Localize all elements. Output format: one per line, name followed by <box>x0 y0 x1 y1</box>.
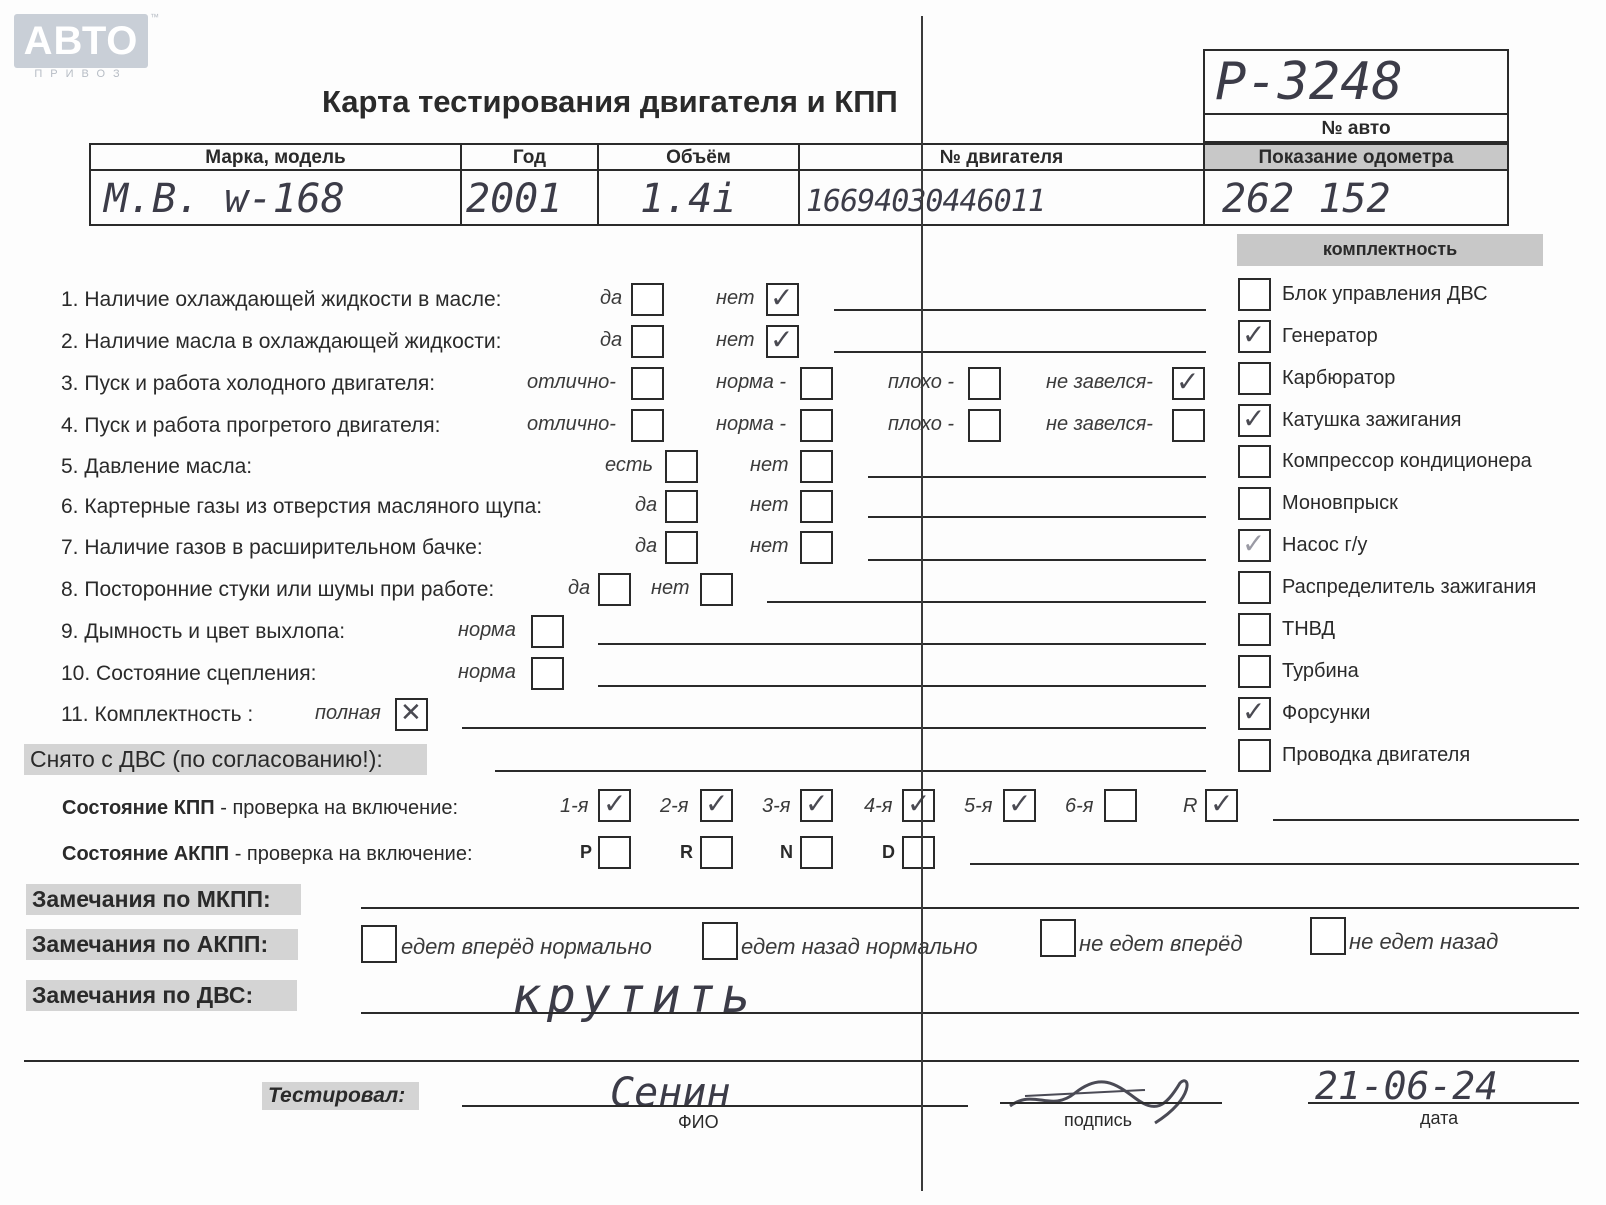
fio-caption: ФИО <box>678 1112 719 1132</box>
check-mark-icon: ✓ <box>1210 787 1234 820</box>
row-2-yes-checkbox[interactable] <box>631 325 664 358</box>
row-7-opt-yes: да <box>635 535 658 557</box>
akpp-p-label: P <box>580 842 593 862</box>
value-engine-no: 16694030446011 <box>806 184 1045 219</box>
kit-item-injectors: Форсунки <box>1282 702 1371 724</box>
tester-name: Сенин <box>610 1070 731 1116</box>
row-6: 6. Картерные газы из отверстия масляного щупа: <box>61 495 543 518</box>
akpp-n-checkbox[interactable] <box>800 836 833 869</box>
row-11-opt-full: полная <box>315 702 381 724</box>
akpp-no-forward-label: не едет вперёд <box>1079 931 1243 956</box>
row-8-no-checkbox[interactable] <box>700 573 733 606</box>
gear-1-label: 1-я <box>560 795 589 817</box>
kit-checkbox-turbine[interactable] <box>1238 655 1271 688</box>
row-4-opt-normal: норма - <box>716 413 787 435</box>
row-3-normal-checkbox[interactable] <box>800 367 833 400</box>
kit-item-distributor: Распределитель зажигания <box>1282 576 1537 598</box>
kit-item-ac-compressor: Компрессор кондиционера <box>1282 450 1532 472</box>
row-11: 11. Комплектность : <box>61 703 254 726</box>
row-3-bad-checkbox[interactable] <box>968 367 1001 400</box>
logo-brand: АВТО <box>23 19 139 63</box>
gear-2-label: 2-я <box>660 795 689 817</box>
kit-item-ignition-coil: Катушка зажигания <box>1282 409 1462 431</box>
kit-item-ecu: Блок управления ДВС <box>1282 283 1488 305</box>
row-6-opt-no: нет <box>750 494 789 516</box>
akpp-backward-ok-checkbox[interactable] <box>702 922 738 960</box>
akpp-label: Состояние АКПП - проверка на включение: <box>62 843 473 865</box>
col-header-year: Год <box>512 147 547 168</box>
row-4-nostart-checkbox[interactable] <box>1172 409 1205 442</box>
check-mark-icon: ✓ <box>1242 318 1266 351</box>
kit-item-ps-pump: Насос г/у <box>1282 534 1368 556</box>
row-3-opt-bad: плохо - <box>888 371 955 393</box>
row-5-no-checkbox[interactable] <box>800 450 833 483</box>
col-header-odometer: Показание одометра <box>1258 147 1454 168</box>
row-4-normal-checkbox[interactable] <box>800 409 833 442</box>
row-4: 4. Пуск и работа прогретого двигателя: <box>61 414 441 437</box>
row-3: 3. Пуск и работа холодного двигателя: <box>61 372 436 395</box>
remarks-mkpp-label: Замечания по МКПП: <box>26 884 301 915</box>
row-7: 7. Наличие газов в расширительном бачке: <box>61 536 483 559</box>
row-8-yes-checkbox[interactable] <box>598 573 631 606</box>
row-3-opt-excellent: отлично- <box>527 371 616 393</box>
akpp-forward-ok-label: едет вперёд нормально <box>401 934 652 959</box>
tested-by-label: Тестировал: <box>262 1082 419 1110</box>
row-2-opt-yes: да <box>600 329 623 351</box>
row-4-opt-nostart: не завелся- <box>1046 413 1153 435</box>
row-2-opt-no: нет <box>716 329 755 351</box>
row-1-opt-no: нет <box>716 287 755 309</box>
row-7-no-checkbox[interactable] <box>800 531 833 564</box>
col-header-model: Марка, модель <box>205 147 346 168</box>
check-mark-icon: ✓ <box>1008 787 1032 820</box>
kit-item-tnvd: ТНВД <box>1282 618 1336 640</box>
kit-checkbox-carburetor[interactable] <box>1238 362 1271 395</box>
kit-checkbox-mono-injection[interactable] <box>1238 487 1271 520</box>
row-1-yes-checkbox[interactable] <box>631 283 664 316</box>
row-5-yes-checkbox[interactable] <box>665 450 698 483</box>
kit-item-wiring: Проводка двигателя <box>1282 744 1471 766</box>
check-mark-icon: ✓ <box>1242 402 1266 435</box>
kpp-label: Состояние КПП - проверка на включение: <box>62 797 459 819</box>
col-header-engine-no: № двигателя <box>939 147 1064 168</box>
remarks-akpp-label: Замечания по АКПП: <box>26 929 298 960</box>
row-3-opt-nostart: не завелся- <box>1046 371 1153 393</box>
akpp-backward-ok-label: едет назад нормально <box>741 934 978 959</box>
remarks-dvs-value: крутить <box>512 968 757 1024</box>
kit-item-carburetor: Карбюратор <box>1282 367 1396 389</box>
check-mark-icon: ✓ <box>1242 527 1266 560</box>
row-10-opt-normal: норма <box>458 661 516 683</box>
date-caption: дата <box>1420 1108 1459 1128</box>
akpp-p-checkbox[interactable] <box>598 836 631 869</box>
logo-subtitle: ПРИВОЗ <box>34 68 128 80</box>
row-4-opt-excellent: отлично- <box>527 413 616 435</box>
row-4-opt-bad: плохо - <box>888 413 955 435</box>
check-mark-icon: ✓ <box>805 787 829 820</box>
gear-4-label: 4-я <box>864 795 893 817</box>
row-6-no-checkbox[interactable] <box>800 490 833 523</box>
gear-r-label: R <box>1183 795 1198 817</box>
row-2: 2. Наличие масла в охлаждающей жидкости: <box>61 330 502 353</box>
kit-item-generator: Генератор <box>1282 325 1378 347</box>
check-mark-icon: ✓ <box>1176 365 1200 398</box>
row-10: 10. Состояние сцепления: <box>61 662 317 685</box>
check-mark-icon: ✓ <box>603 787 627 820</box>
gear-6-checkbox[interactable] <box>1104 789 1137 822</box>
check-mark-icon: ✓ <box>770 323 794 356</box>
value-model: М.В. w-168 <box>104 176 345 222</box>
row-4-excellent-checkbox[interactable] <box>631 409 664 442</box>
row-5-opt-yes: есть <box>605 454 654 476</box>
row-5: 5. Давление масла: <box>61 455 253 478</box>
cross-mark-icon: ✕ <box>400 698 422 728</box>
row-9: 9. Дымность и цвет выхлопа: <box>61 620 346 643</box>
akpp-r-checkbox[interactable] <box>700 836 733 869</box>
akpp-forward-ok-checkbox[interactable] <box>361 925 397 963</box>
row-8: 8. Посторонние стуки или шумы при работе: <box>61 578 495 601</box>
value-odometer: 262 152 <box>1222 176 1391 222</box>
row-4-bad-checkbox[interactable] <box>968 409 1001 442</box>
row-3-opt-normal: норма - <box>716 371 787 393</box>
fold-line <box>921 16 923 1191</box>
kit-item-mono-injection: Моновпрыск <box>1282 492 1398 514</box>
check-mark-icon: ✓ <box>907 787 931 820</box>
kit-checkbox-ac-compressor[interactable] <box>1238 445 1271 478</box>
check-mark-icon: ✓ <box>705 787 729 820</box>
akpp-n-label: N <box>780 842 793 862</box>
row-1: 1. Наличие охлаждающей жидкости в масле: <box>61 288 502 311</box>
kit-checkbox-ecu[interactable] <box>1238 278 1271 311</box>
row-7-yes-checkbox[interactable] <box>665 531 698 564</box>
kit-checkbox-tnvd[interactable] <box>1238 613 1271 646</box>
row-5-opt-no: нет <box>750 454 789 476</box>
auto-no-label: № авто <box>1321 118 1391 139</box>
row-10-normal-checkbox[interactable] <box>531 657 564 690</box>
logo-trademark: ™ <box>150 12 159 22</box>
gear-6-label: 6-я <box>1065 795 1094 817</box>
kit-checkbox-distributor[interactable] <box>1238 571 1271 604</box>
test-date: 21-06-24 <box>1315 1064 1499 1108</box>
value-year: 2001 <box>466 176 563 222</box>
row-8-opt-yes: да <box>568 577 591 599</box>
row-9-normal-checkbox[interactable] <box>531 615 564 648</box>
row-3-excellent-checkbox[interactable] <box>631 367 664 400</box>
col-header-volume: Объём <box>666 147 731 168</box>
gear-5-label: 5-я <box>964 795 993 817</box>
kit-checkbox-wiring[interactable] <box>1238 739 1271 772</box>
gear-3-label: 3-я <box>762 795 791 817</box>
remarks-dvs-label: Замечания по ДВС: <box>26 980 297 1011</box>
akpp-no-backward-label: не едет назад <box>1349 929 1499 954</box>
row-1-opt-yes: да <box>600 287 623 309</box>
sign-caption: подпись <box>1064 1110 1133 1130</box>
check-mark-icon: ✓ <box>770 281 794 314</box>
kit-item-turbine: Турбина <box>1282 660 1359 682</box>
check-mark-icon: ✓ <box>1242 695 1266 728</box>
row-8-opt-no: нет <box>651 577 690 599</box>
value-volume: 1.4i <box>640 176 737 222</box>
auto-no-value: Р-3248 <box>1215 52 1403 112</box>
kit-title: комплектность <box>1322 239 1458 259</box>
row-9-opt-normal: норма <box>458 619 516 641</box>
row-6-yes-checkbox[interactable] <box>665 490 698 523</box>
akpp-no-backward-checkbox[interactable] <box>1310 917 1346 955</box>
removed-label: Снято с ДВС (по согласованию!): <box>24 744 427 775</box>
row-6-opt-yes: да <box>635 494 658 516</box>
page-title: Карта тестирования двигателя и КПП <box>322 84 898 119</box>
akpp-d-label: D <box>882 842 895 862</box>
akpp-d-checkbox[interactable] <box>902 836 935 869</box>
akpp-no-forward-checkbox[interactable] <box>1040 919 1076 957</box>
row-7-opt-no: нет <box>750 535 789 557</box>
akpp-r-label: R <box>680 842 693 862</box>
